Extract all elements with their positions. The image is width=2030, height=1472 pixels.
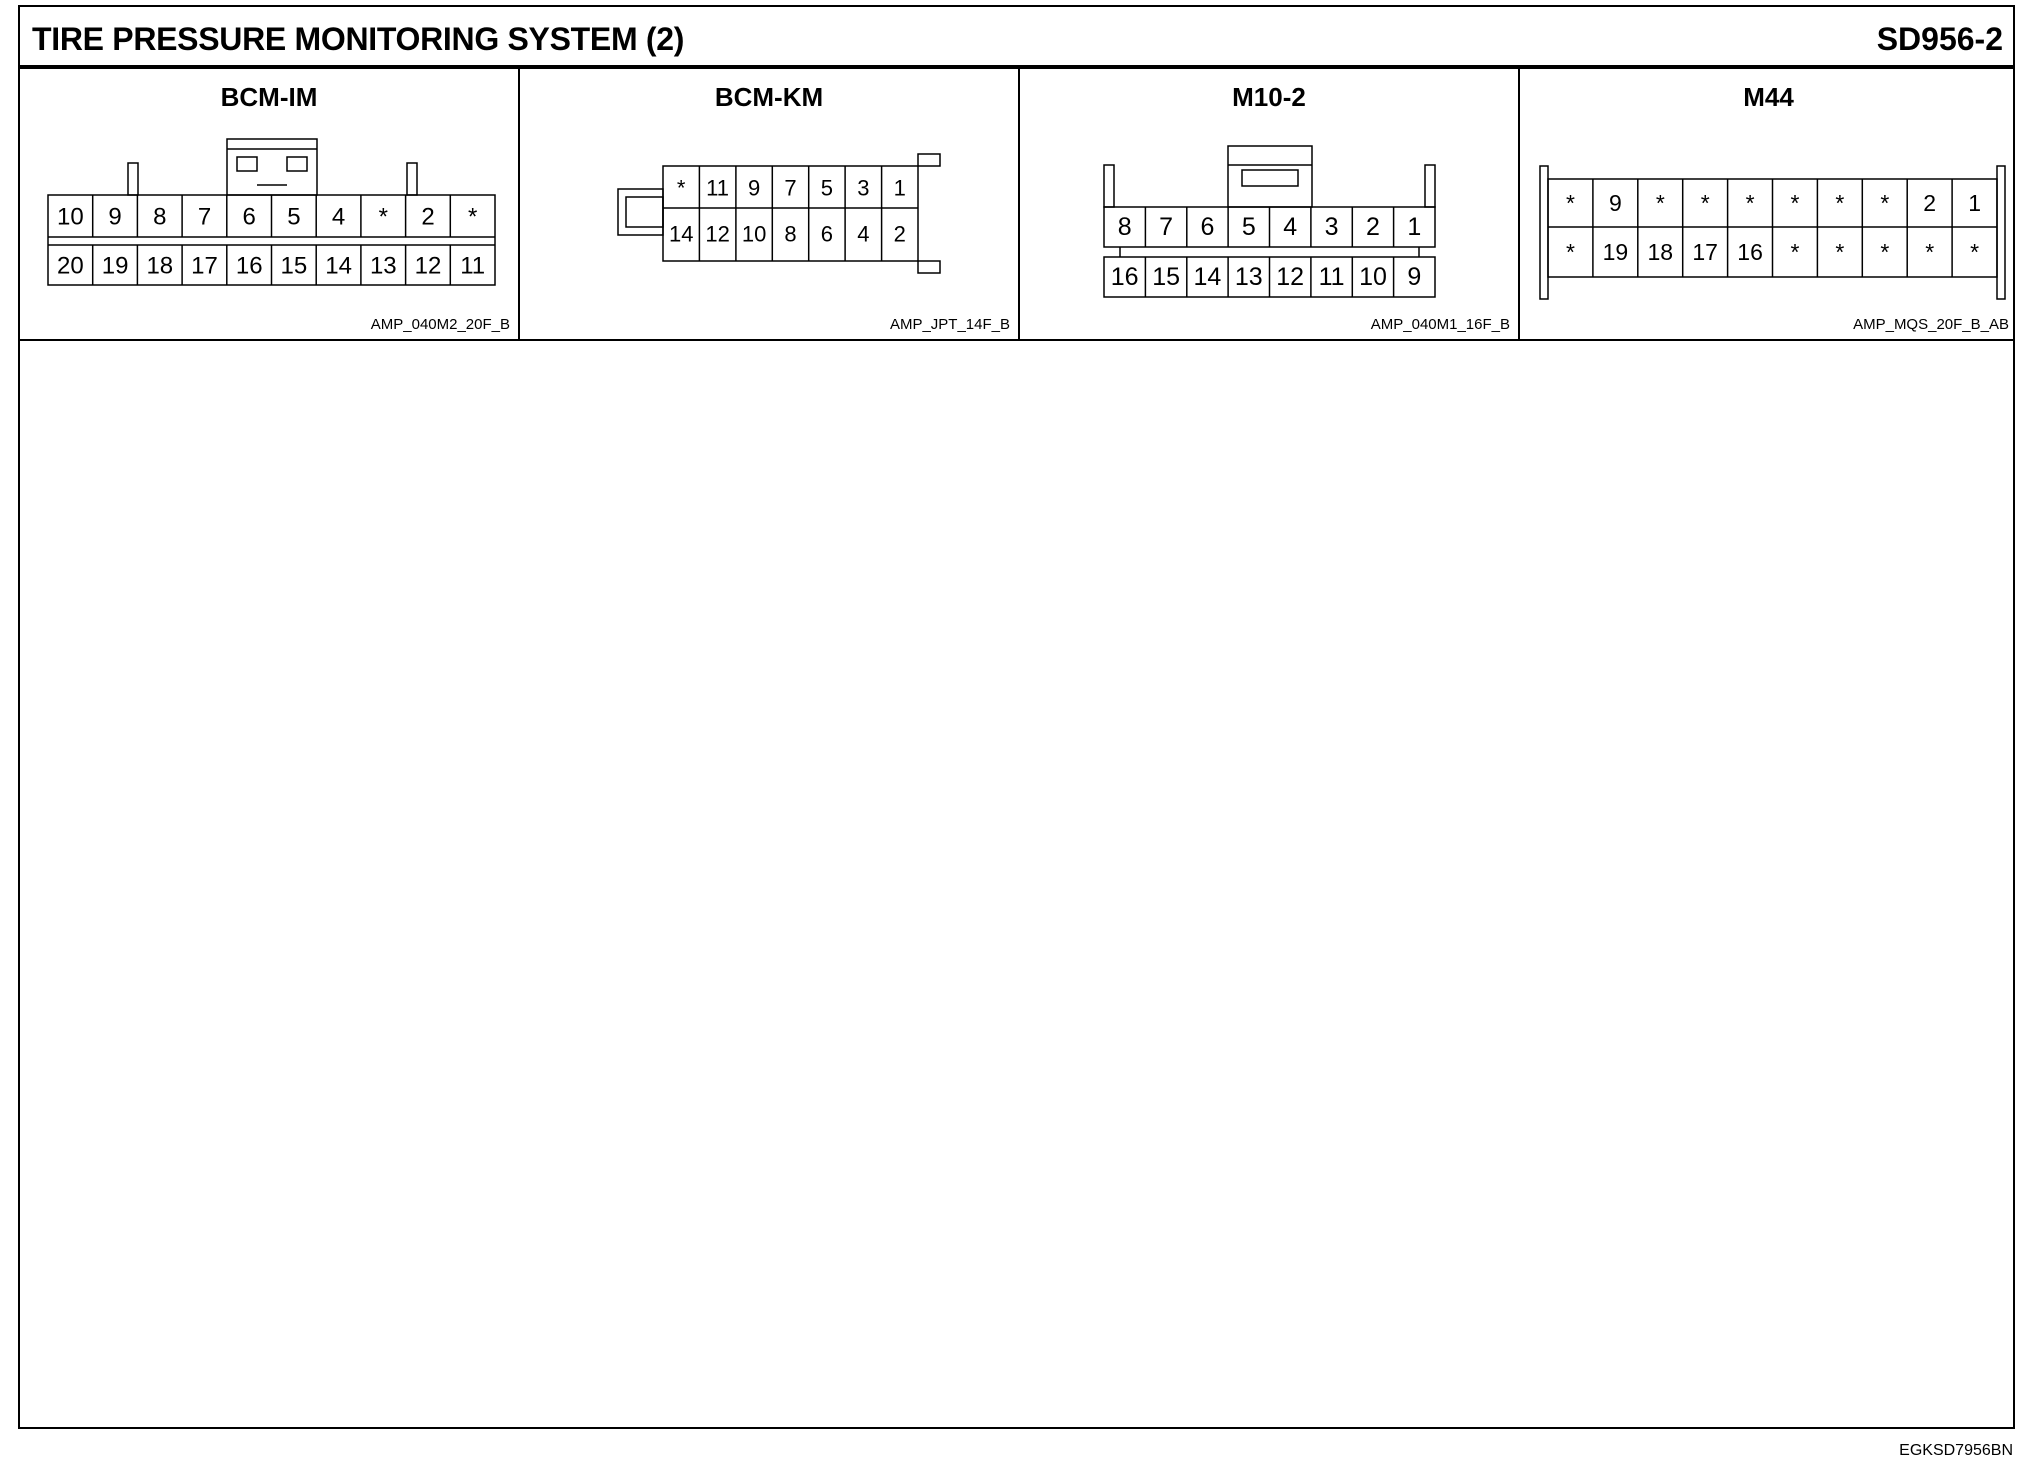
connector-part-number: AMP_040M2_20F_B xyxy=(370,316,510,333)
pin-label: * xyxy=(1655,190,1665,216)
pin-label: 6 xyxy=(1200,213,1215,241)
pin-label: 3 xyxy=(1324,213,1339,241)
pin-label: * xyxy=(1880,190,1890,216)
pin-label: 14 xyxy=(1193,263,1222,291)
pin-label: * xyxy=(1835,190,1845,216)
connector-panel-m44 xyxy=(1520,69,2017,339)
pin-label: 16 xyxy=(1110,263,1139,291)
pin-label: * xyxy=(1745,190,1755,216)
pin-label: 7 xyxy=(1159,213,1174,241)
pin-label: 14 xyxy=(325,252,352,280)
connector-part-number: AMP_JPT_14F_B xyxy=(889,316,1010,333)
connector-panel-bcm-km xyxy=(520,69,1020,339)
pin-label: 10 xyxy=(741,221,767,247)
pin-label: 6 xyxy=(242,203,256,231)
pin-label: * xyxy=(1700,190,1710,216)
pin-label: 2 xyxy=(1366,213,1380,241)
pin-label: 19 xyxy=(1602,239,1629,265)
pin-label: * xyxy=(468,203,478,231)
pin-label: 4 xyxy=(1283,213,1298,241)
connector-part-number: AMP_MQS_20F_B_AB xyxy=(1853,316,2009,333)
pin-label: 16 xyxy=(235,252,263,280)
pin-label: * xyxy=(1835,239,1845,265)
diagram-sheet xyxy=(18,5,2015,1429)
connector-panel-bcm-im xyxy=(20,69,520,339)
pin-label: 11 xyxy=(706,175,730,201)
pin-label: 6 xyxy=(820,221,834,247)
pin-label: 16 xyxy=(1737,239,1763,265)
pin-label: 1 xyxy=(893,175,906,201)
pin-label: * xyxy=(676,175,686,201)
pin-label: 5 xyxy=(287,203,301,231)
pin-label: 3 xyxy=(857,175,870,201)
pin-label: 17 xyxy=(191,252,218,280)
connector-name: M44 xyxy=(1743,82,1794,112)
pin-label: 5 xyxy=(820,175,834,201)
pin-label: 19 xyxy=(101,252,129,280)
pin-label: 20 xyxy=(57,252,84,280)
pin-label: 12 xyxy=(1276,263,1305,291)
pin-label: 9 xyxy=(1609,190,1622,216)
pin-label: 10 xyxy=(1359,263,1387,291)
pin-label: 17 xyxy=(1692,239,1718,265)
connector-part-number: AMP_040M1_16F_B xyxy=(1370,316,1510,333)
pin-label: 13 xyxy=(369,252,397,280)
pin-label: 9 xyxy=(1407,263,1422,291)
connector-panel-m10-2 xyxy=(1020,69,1520,339)
pin-label: 1 xyxy=(1407,213,1422,241)
pin-label: 9 xyxy=(108,203,122,231)
pin-label: 5 xyxy=(1241,213,1256,241)
pin-label: * xyxy=(1880,239,1890,265)
pin-label: 9 xyxy=(747,175,761,201)
pin-label: 2 xyxy=(1923,190,1937,216)
pin-label: * xyxy=(1970,239,1980,265)
title-bar xyxy=(20,7,2013,69)
pin-label: * xyxy=(1790,190,1800,216)
pin-label: 2 xyxy=(893,221,906,247)
pin-label: 18 xyxy=(146,252,174,280)
pin-label: 8 xyxy=(153,203,167,231)
pin-label: 8 xyxy=(1117,213,1132,241)
pin-label: * xyxy=(378,203,388,231)
pin-label: 11 xyxy=(460,252,486,280)
pin-label: 2 xyxy=(421,203,435,231)
pin-label: 15 xyxy=(280,252,308,280)
pin-label: * xyxy=(1925,239,1935,265)
pin-label: 14 xyxy=(668,221,694,247)
pin-label: 18 xyxy=(1647,239,1674,265)
pin-label: 13 xyxy=(1234,263,1263,291)
pin-label: 12 xyxy=(705,221,730,247)
pin-label: 1 xyxy=(1968,190,1981,216)
connector-name: BCM-IM xyxy=(220,82,318,112)
page-title: TIRE PRESSURE MONITORING SYSTEM (2) xyxy=(32,21,685,57)
pin-label: 7 xyxy=(784,175,797,201)
pin-label: 15 xyxy=(1152,263,1181,291)
pin-label: 4 xyxy=(331,203,346,231)
pin-label: * xyxy=(1566,190,1575,216)
connector-name: BCM-KM xyxy=(714,82,824,112)
connector-row xyxy=(20,69,2013,341)
pin-label: 4 xyxy=(857,221,870,247)
pin-label: 11 xyxy=(1318,263,1345,291)
pin-label: 8 xyxy=(784,221,797,247)
connector-name: M10-2 xyxy=(1232,82,1306,112)
pin-label: * xyxy=(1790,239,1800,265)
pin-label: 7 xyxy=(197,203,212,231)
pin-label: * xyxy=(1566,239,1575,265)
document-id: EGKSD7956BN xyxy=(1899,1442,2013,1459)
pin-label: 12 xyxy=(414,252,442,280)
pin-label: 10 xyxy=(57,203,84,231)
page-code: SD956-2 xyxy=(1876,21,2003,57)
